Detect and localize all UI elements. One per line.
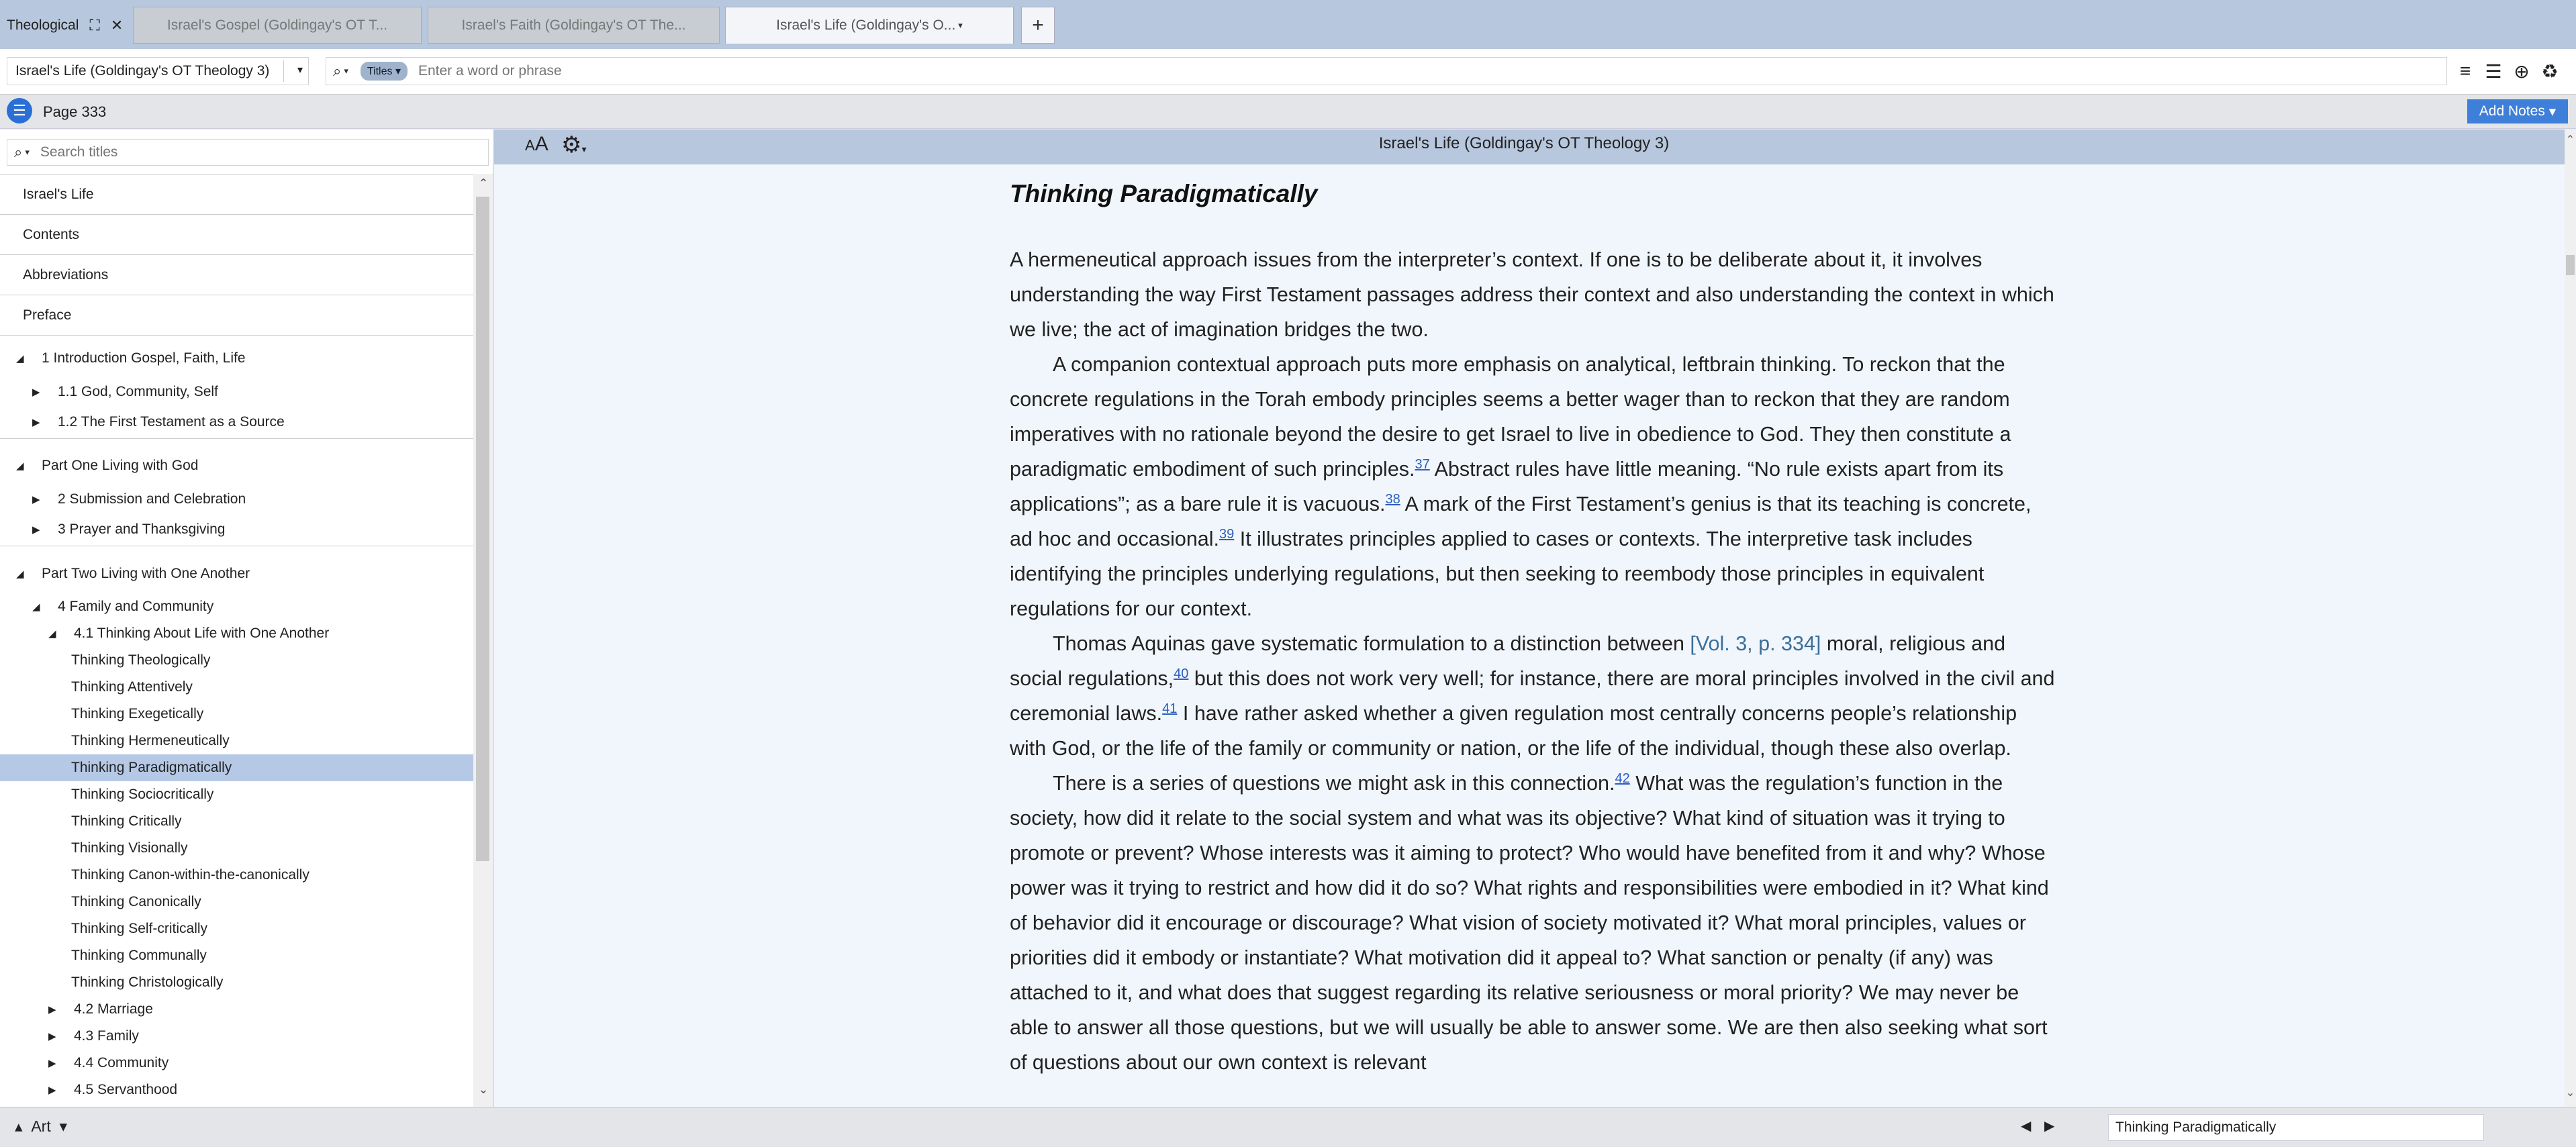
gear-icon[interactable]: ⚙▾: [561, 132, 587, 158]
paragraph-text: Thomas Aquinas gave systematic formulation to a distinction between: [1053, 632, 1690, 655]
paragraph-text: A hermeneutical approach issues from the interpreter’s context. If one is to be deliberate about it, it involves understanding the way First Testament passages address their context and also understanding the context in which we live; the act of imagination bridges the two.: [1010, 248, 2054, 341]
document-body: [1010, 178, 2057, 1080]
toc-item-contents[interactable]: [0, 215, 473, 255]
chevron-up-icon[interactable]: ▴: [15, 1117, 23, 1135]
paragraph-text: Abstract rules have little meaning. “No rule exists apart from its applications”; as a bare rule it is vacuous.: [1010, 458, 2004, 515]
tab-israels-life[interactable]: [725, 7, 1014, 44]
font-size-button[interactable]: AA: [525, 133, 548, 155]
toc-label: 3 Prayer and Thanksgiving: [58, 521, 226, 537]
chevron-right-icon[interactable]: ▶: [32, 494, 40, 505]
contents-nav-icon[interactable]: ☰: [7, 98, 32, 123]
chevron-down-icon[interactable]: ◢: [32, 601, 40, 613]
paragraph-text: What was the regulation’s function in the society, how did it relate to the social system and what was its objective? What kind of situation was it trying to promote or prevent? Whose interests was it aiming to protect? Who would have benefited from it and why? Whose power was it trying to restrict and how did it do so? What rights and responsibilities were embodied in it? What kind of behavior did it encourage or discourage? What vision of society motivated it? What moral principles, values or priorities did it embody or instantiate? What motivation did it appeal to? What sanction or penalty (if any) was attached to it, and what does that suggest regarding its relative seriousness or moral priority? We may never be able to answer all those questions, but we will usually be able to answer some. We are then also seeking what sort of questions about our own context is relevant: [1010, 772, 2049, 1074]
chevron-down-icon[interactable]: ◢: [16, 460, 24, 472]
title-search: [7, 139, 489, 166]
tab-label: Israel's Faith (Goldingay's OT The...: [461, 17, 686, 33]
toc-label: 1.2 The First Testament as a Source: [58, 413, 285, 430]
toc-item-part[interactable]: [0, 452, 473, 479]
add-notes-button[interactable]: Add Notes ▾: [2467, 99, 2568, 123]
toc-label: 4 Family and Community: [58, 599, 214, 614]
toc-label: 2 Submission and Celebration: [58, 491, 246, 507]
reader-title: Israel's Life (Goldingay's OT Theology 3): [1378, 134, 1670, 152]
toc-item-section[interactable]: [0, 379, 473, 405]
footnote-link[interactable]: 41: [1162, 701, 1178, 716]
toolbar: [0, 49, 2576, 95]
toc-label: Thinking Attentively: [71, 679, 193, 695]
toc-label: Thinking Hermeneutically: [71, 733, 230, 748]
previous-arrow-icon[interactable]: ◀: [2021, 1119, 2032, 1134]
toc-label: 4.2 Marriage: [74, 1001, 153, 1017]
new-tab-button[interactable]: +: [1021, 7, 1055, 44]
toc-label: Thinking Canonically: [71, 894, 201, 909]
toc-label: 1 Introduction Gospel, Faith, Life: [42, 350, 246, 366]
toc-item-subsection[interactable]: [0, 728, 473, 754]
chevron-down-icon[interactable]: ▾: [297, 64, 303, 76]
toc-item-section[interactable]: [0, 1050, 473, 1077]
tab-label: Theological: [7, 17, 79, 33]
paragraph-text: moral, religious and social regulations,: [1010, 632, 2006, 690]
reader-pane: [494, 164, 2565, 1107]
chevron-down-icon[interactable]: ⌄: [478, 1083, 489, 1096]
toc-label: Thinking Canon-within-the-canonically: [71, 867, 309, 883]
paragraph-text: I have rather asked whether a given regulation most centrally concerns people’s relationship with God, or the life of the family or community or nation, or the life of the individual, though these also overlap.: [1010, 702, 2017, 760]
toc-item-chapter[interactable]: [0, 513, 473, 546]
hamburger-icon[interactable]: ≡: [2459, 60, 2471, 81]
toc-item-chapter[interactable]: [0, 593, 473, 620]
toc-label: Thinking Paradigmatically: [71, 760, 232, 775]
footnote-link[interactable]: 37: [1415, 456, 1430, 472]
search-scope-chip[interactable]: Titles ▾: [361, 62, 408, 81]
toc-label: Thinking Self-critically: [71, 921, 208, 936]
toc-item-subsection[interactable]: [0, 808, 473, 835]
panel-menu[interactable]: [15, 1117, 67, 1136]
toc-label: Israel's Life: [23, 186, 94, 202]
chevron-right-icon[interactable]: ▶: [48, 1085, 56, 1096]
toc-item-subsection-selected[interactable]: [0, 754, 473, 781]
close-icon[interactable]: ✕: [110, 16, 124, 34]
status-bar: [0, 1107, 2576, 1147]
toc-item-israels-life[interactable]: [0, 174, 473, 215]
toc-label: Part One Living with God: [42, 458, 199, 473]
toc-item-subsection[interactable]: [0, 942, 473, 969]
toc-item-subsection[interactable]: [0, 701, 473, 728]
chevron-down-icon[interactable]: ◢: [48, 628, 56, 640]
resource-name: Israel's Life (Goldingay's OT Theology 3): [15, 63, 270, 79]
toc-item-section[interactable]: [0, 1077, 473, 1103]
toc-item-subsection[interactable]: [0, 647, 473, 674]
paragraph-text: but this does not work very well; for instance, there are moral principles involved in the civil and ceremonial laws.: [1010, 667, 2055, 725]
chevron-down-icon[interactable]: ▾: [958, 20, 963, 30]
tab-label: Israel's Gospel (Goldingay's OT T...: [166, 17, 388, 33]
chip-label: Titles: [367, 66, 393, 77]
chevron-right-icon[interactable]: ▶: [32, 387, 40, 398]
add-notes-label: Add Notes: [2479, 103, 2545, 119]
paragraph: [1010, 347, 2057, 626]
chevron-down-icon[interactable]: ▾: [344, 66, 348, 76]
section-heading: Thinking Paradigmatically: [1010, 180, 1318, 207]
toc-label: Thinking Exegetically: [71, 706, 204, 721]
toc-item-section[interactable]: [0, 405, 473, 439]
footnote-link[interactable]: 38: [1385, 491, 1400, 507]
toc-item-subsection[interactable]: [0, 781, 473, 808]
footnote-link[interactable]: 39: [1219, 526, 1235, 542]
toc-label: 4.4 Community: [74, 1055, 169, 1070]
tab-bar: [0, 0, 2576, 49]
tab-israels-gospel[interactable]: [133, 7, 422, 44]
toc-item-part[interactable]: [0, 560, 473, 587]
toc-label: 4.3 Family: [74, 1028, 139, 1044]
toc-label: Thinking Communally: [71, 948, 207, 963]
search-icon[interactable]: ⌕: [14, 144, 23, 160]
tab-israels-faith[interactable]: [428, 7, 720, 44]
current-section-field[interactable]: Thinking Paradigmatically: [2108, 1114, 2484, 1141]
page-number: Page 333: [43, 103, 107, 120]
toc-label: Preface: [23, 307, 72, 323]
toc-label: Part Two Living with One Another: [42, 566, 250, 581]
toc-item-chapter[interactable]: [0, 345, 473, 372]
search-input[interactable]: [417, 62, 2232, 80]
expand-icon[interactable]: ⛶: [89, 16, 100, 34]
chevron-down-icon[interactable]: ◢: [16, 568, 24, 580]
paragraph-text: A mark of the First Testament’s genius is that its teaching is concrete, ad hoc and occasional.: [1010, 493, 2032, 550]
footnote-link[interactable]: 40: [1174, 666, 1189, 681]
toc-label: Thinking Theologically: [71, 652, 211, 668]
page-bar: [0, 95, 2576, 129]
chevron-down-icon[interactable]: ⌄: [2565, 1087, 2575, 1099]
tab-theological[interactable]: [0, 7, 131, 44]
reader-scrollbar-thumb[interactable]: [2566, 255, 2575, 275]
chevron-right-icon[interactable]: ▶: [48, 1031, 56, 1042]
toc-item-chapter[interactable]: [0, 486, 473, 513]
toc-item-subsection[interactable]: [0, 889, 473, 915]
footnote-link[interactable]: 42: [1615, 770, 1630, 786]
toc-label: Abbreviations: [23, 266, 109, 283]
toc-label: Thinking Sociocritically: [71, 787, 214, 802]
toc-item-section[interactable]: [0, 620, 473, 647]
chevron-down-icon[interactable]: ▾: [25, 147, 30, 157]
chevron-up-icon[interactable]: ⌃: [2565, 134, 2575, 146]
panel-label: Art: [31, 1117, 51, 1135]
search-bar: [326, 57, 2447, 85]
page-reference-link[interactable]: [Vol. 3, p. 334]: [1690, 632, 1821, 655]
toc-label: Thinking Christologically: [71, 975, 224, 990]
sidebar-scrollbar-thumb[interactable]: [476, 197, 489, 861]
sync-icon[interactable]: ♻: [2541, 60, 2559, 82]
toc-item-subsection[interactable]: [0, 915, 473, 942]
reader-scrollbar[interactable]: [2565, 130, 2576, 1107]
toc-item-subsection[interactable]: [0, 969, 473, 996]
toc-label: Contents: [23, 226, 80, 242]
toc-item-subsection[interactable]: [0, 835, 473, 862]
toc-label: Thinking Critically: [71, 813, 182, 829]
divider: [283, 60, 284, 82]
toc-label: Thinking Visionally: [71, 840, 188, 856]
chevron-down-icon[interactable]: ▾: [59, 1117, 68, 1135]
chevron-right-icon[interactable]: ▶: [48, 1058, 56, 1069]
chevron-right-icon[interactable]: ▶: [48, 1004, 56, 1015]
paragraph-text: It illustrates principles applied to cases or contexts. The interpretive task includes identifying the principles underlying regulations, but then seeking to reembody those principles in equivalent regulations for our context.: [1010, 528, 1985, 620]
chevron-down-icon[interactable]: ◢: [16, 353, 24, 364]
paragraph: [1010, 242, 2057, 347]
paragraph: [1010, 766, 2057, 1080]
chevron-right-icon[interactable]: ▶: [32, 416, 40, 428]
title-search-input[interactable]: [39, 144, 444, 161]
search-icon[interactable]: ⌕: [333, 62, 342, 79]
toc-item-preface[interactable]: [0, 295, 473, 336]
toc-item-section[interactable]: [0, 996, 473, 1023]
toc-label: 4.5 Servanthood: [74, 1082, 178, 1097]
tab-label: Israel's Life (Goldingay's O...: [776, 17, 956, 33]
paragraph: [1010, 626, 2057, 766]
paragraph-text: There is a series of questions we might ask in this connection.: [1053, 772, 1615, 795]
toc-item-subsection[interactable]: [0, 862, 473, 889]
toc-label: 1.1 God, Community, Self: [58, 384, 218, 399]
toc-item-abbreviations[interactable]: [0, 255, 473, 295]
chevron-up-icon[interactable]: ⌃: [478, 177, 489, 190]
paragraph-text: A companion contextual approach puts more emphasis on analytical, leftbrain thinking. To reckon that the concrete regulations in the Torah embody principles seems a better wager than to reckon that they are random imperatives with no rationale beyond the desire to get Israel to live in obedience to God. They then constitute a paradigmatic embodiment of such principles.: [1010, 353, 2011, 481]
add-circle-icon[interactable]: ⊕: [2514, 60, 2530, 82]
toc-label: 4.1 Thinking About Life with One Another: [74, 626, 330, 641]
toc-item-section[interactable]: [0, 1023, 473, 1050]
next-arrow-icon[interactable]: ▶: [2044, 1119, 2055, 1134]
toc-item-subsection[interactable]: [0, 674, 473, 701]
list-icon[interactable]: ☰: [2485, 60, 2502, 82]
chevron-right-icon[interactable]: ▶: [32, 523, 40, 536]
toc-sidebar: [0, 130, 493, 1107]
resource-selector[interactable]: [7, 57, 309, 85]
